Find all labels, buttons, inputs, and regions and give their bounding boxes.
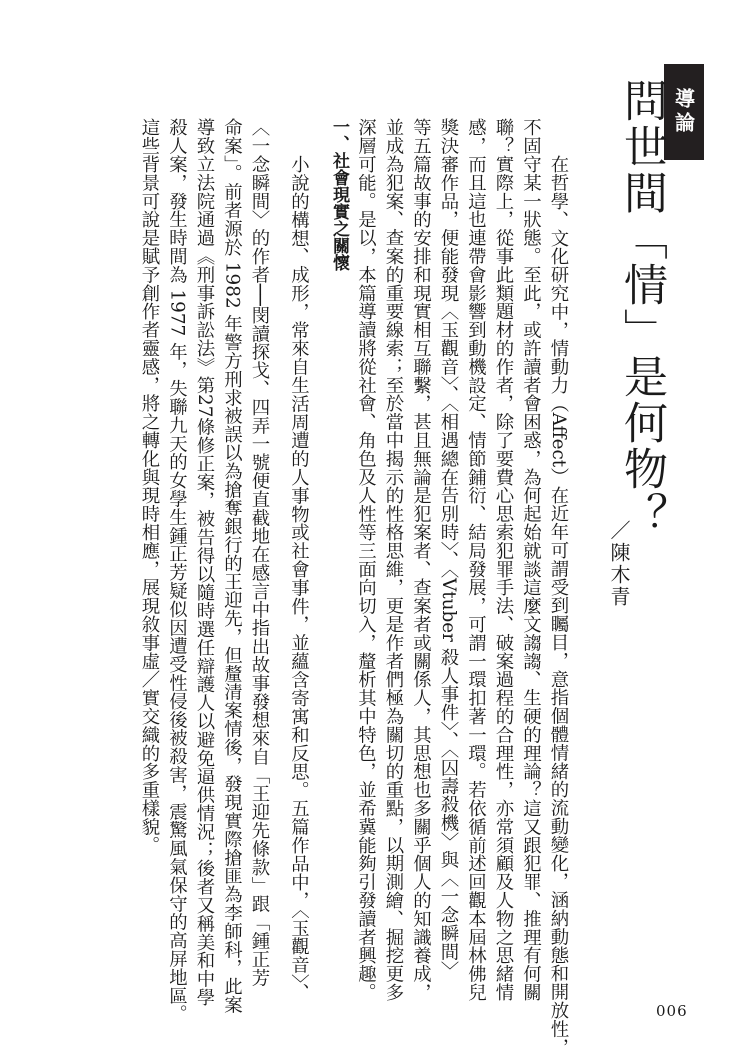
paragraph-1-line: 聯？實際上，從事此類題材的作者，除了要費心思索犯罪手法、破案過程的合理性，亦常須顧及人物之思緒情	[493, 118, 514, 1002]
paragraph-1-line: 不固守某一狀態。至此，或許讀者會困惑，為何起始就談這麼文謅謅、生硬的理論？這又跟犯罪、推理有何關	[520, 118, 542, 1002]
paragraph-2-line: 這些背景可說是賦予創作者靈感，將之轉化與現時相應，展現敘事虛／實交織的多重樣貌。	[139, 118, 160, 854]
paragraph-1-line: 深層可能。是以，本篇導讀將從社會、角色及人性等三面向切入，釐析其中特色，並希冀能夠引發讀者興趣。	[355, 118, 377, 1002]
paragraph-2-line: 〈一念瞬間〉的作者──閔讀探戈、四弄一號便直截地在感言中指出故事發想來自「王迎先條款」跟「鍾正芳	[249, 118, 270, 987]
paragraph-1-line: 並成為犯案、查案的重要線索；至於當中揭示的性格思維，更是作者們極為關切的重點，以期測繪、掘挖更多	[383, 118, 404, 1002]
paragraph-1-line: 獎決審作品，便能發現〈玉觀音〉、〈相遇總在告別時〉、〈Vtuber 殺人事件〉、〈囚壽殺機〉與〈一念瞬間〉	[438, 118, 459, 980]
section-label: 導論	[664, 64, 704, 160]
chapter-title: 問世間「情」是何物？	[616, 78, 667, 538]
paragraph-2-line: 小說的構想、成形，常來自生活周遭的人事物或社會事件，並蘊含寄寓和反思。五篇作品中，〈玉觀音〉、	[288, 154, 310, 1002]
paragraph-2-line: 命案」。前者源於 1982 年警方刑求被誤以為搶奪銀行的王迎先，但釐清案情後，發現實際搶匪為李師科，此案	[221, 118, 243, 1014]
section-heading: 一、社會現實之關懷	[329, 118, 349, 271]
paragraph-1-line: 感，而且這也連帶會影響到動機設定、情節鋪衍、結局發展，可謂一環扣著一環。若依循前述回觀本屆林佛兒	[465, 118, 487, 1002]
paragraph-2-line: 殺人案，發生時間為 1977 年，失聯九天的女學生鍾正芳疑似因遭受性侵後被殺害，震驚風氣保守的高屏地區。	[166, 118, 188, 1023]
page-number: 006	[656, 1002, 688, 1020]
body-text	[136, 118, 573, 1056]
paragraph-1-line: 等五篇故事的安排和現實相互聯繫，甚且無論是犯案者、查案者或關係人，其思想也多關乎個人的知識養成，	[410, 118, 432, 1002]
paragraph-2-line: 導致立法院通過《刑事訴訟法》第27條修正案，被告得以隨時選任辯護人以避免逼供情況；後者又稱美和中學	[194, 118, 215, 1007]
paragraph-1-line: 在哲學、文化研究中，情動力（Affect）在近年可謂受到矚目，意指個體情緒的流動變化，涵納動態和開放性，	[548, 154, 569, 1056]
author-byline: ／陳木青	[607, 520, 631, 608]
